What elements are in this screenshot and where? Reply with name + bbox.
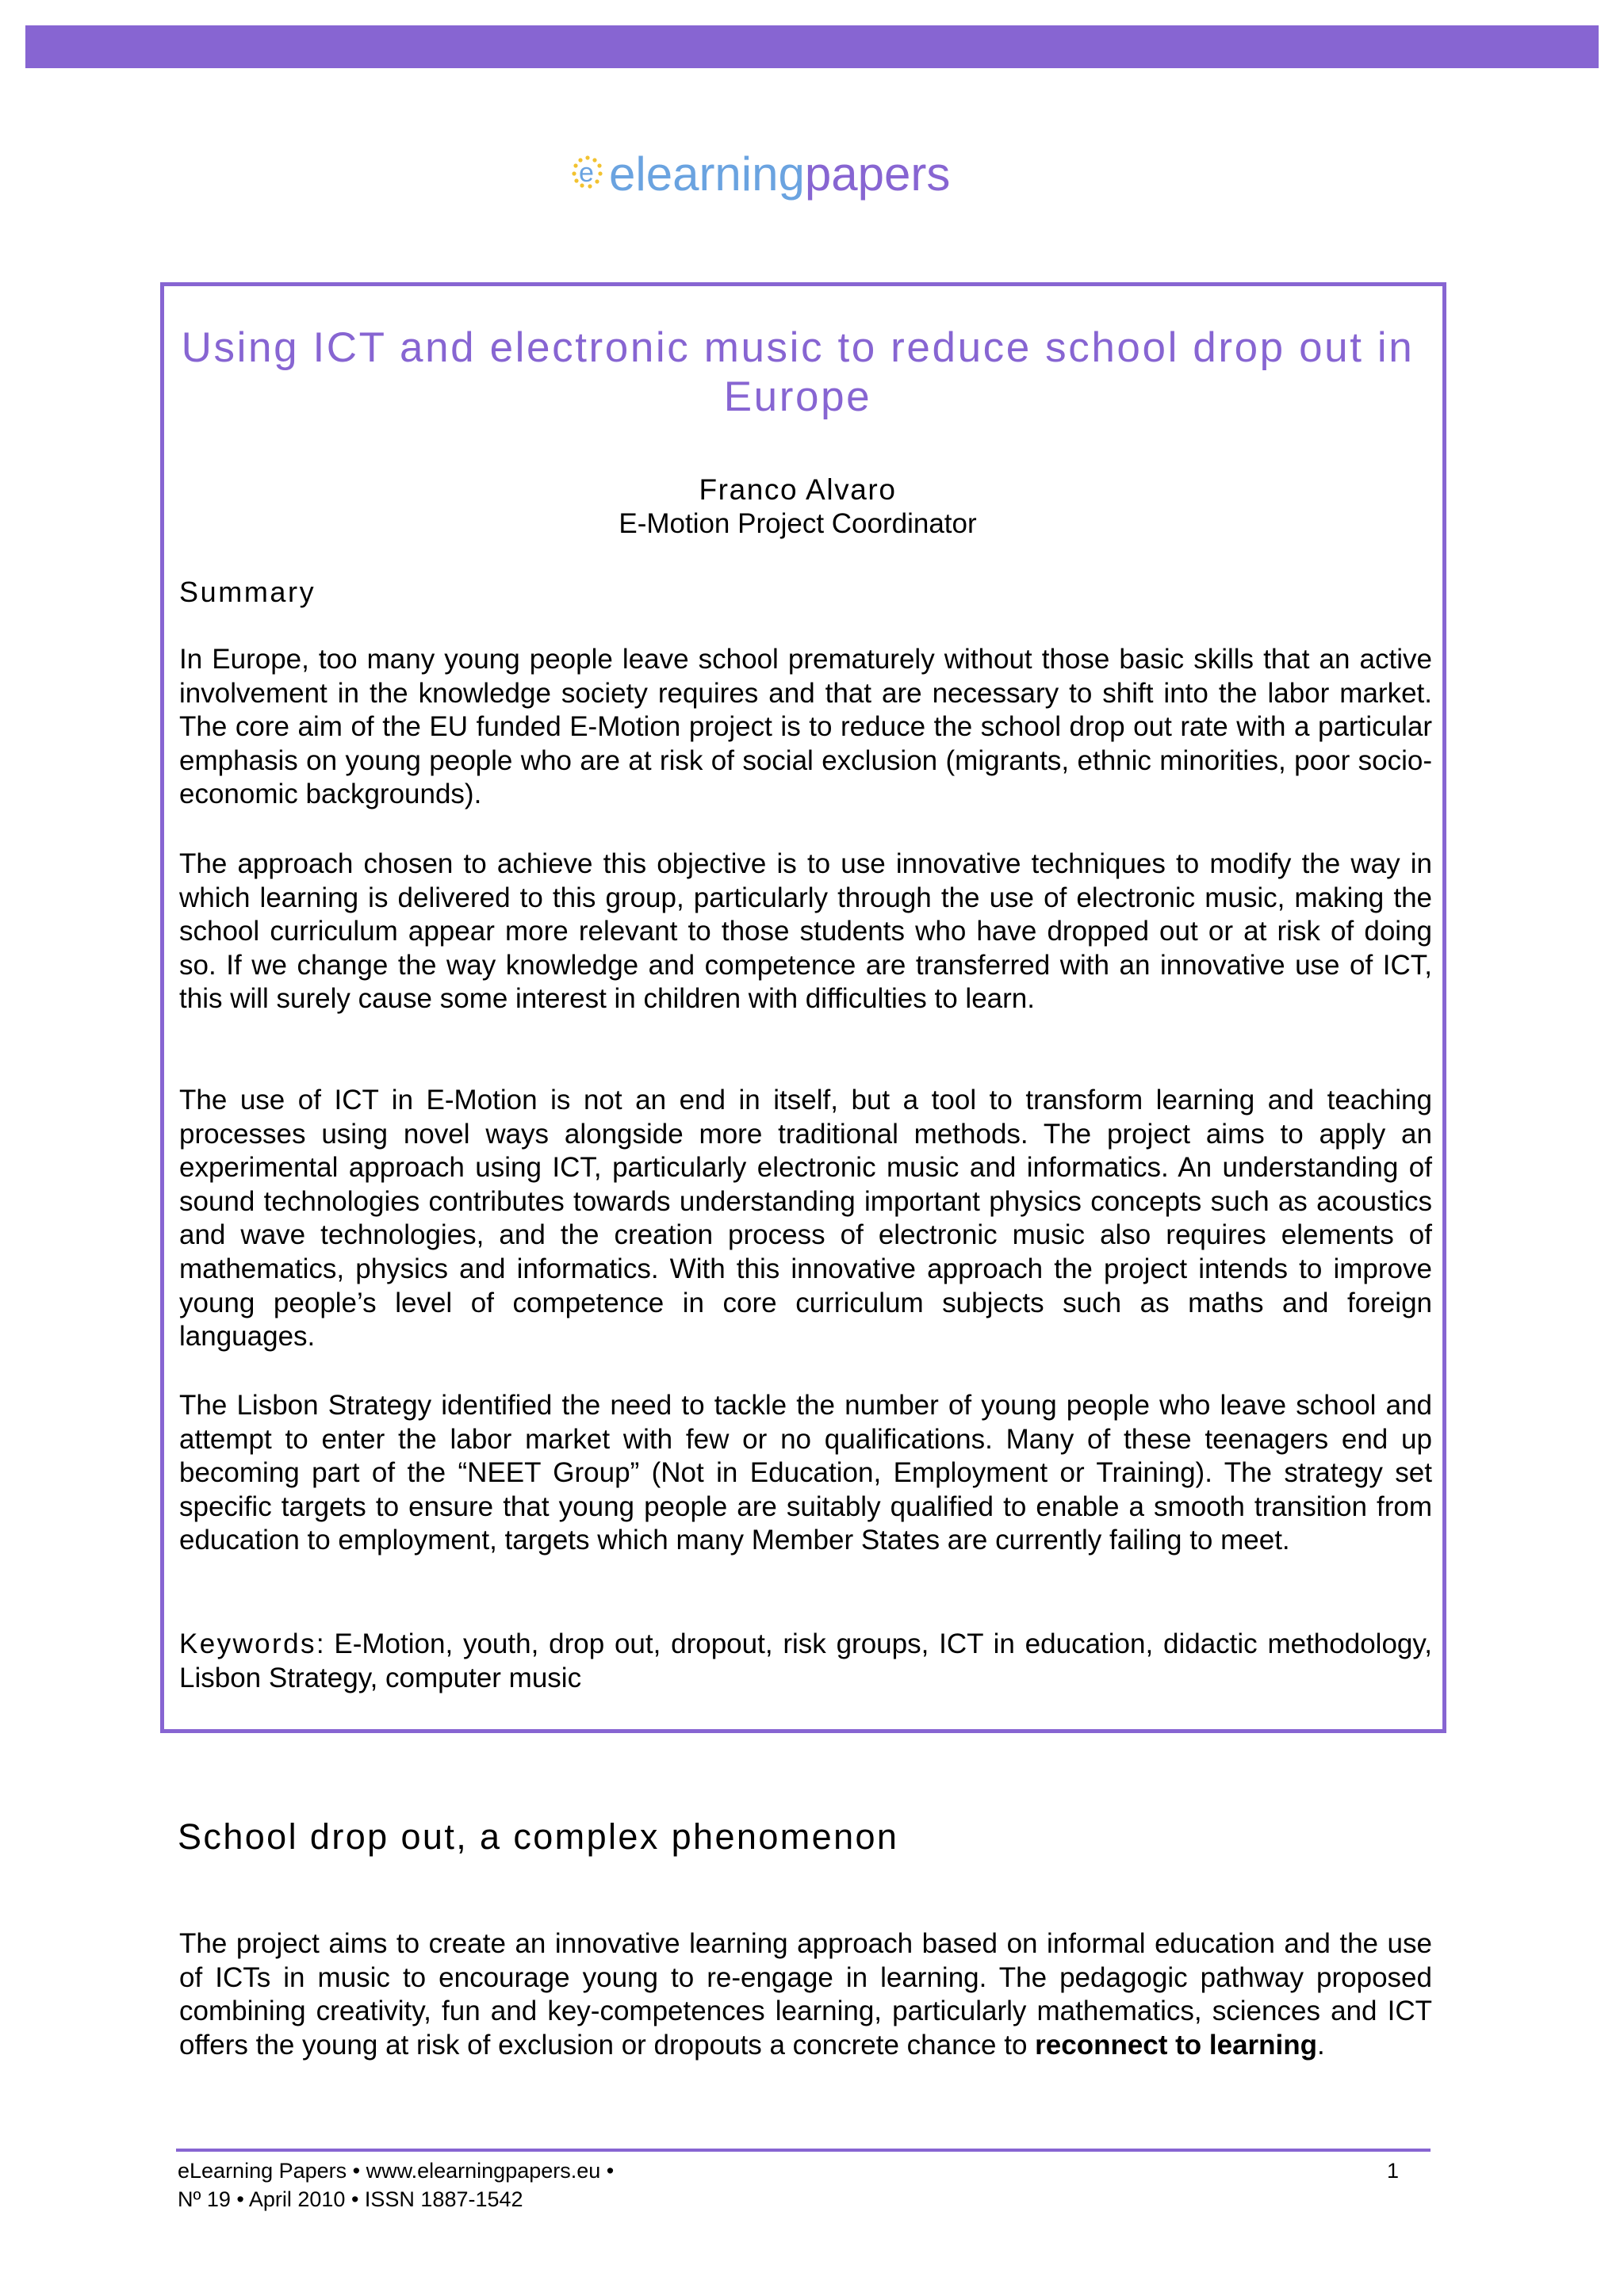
author-name: Franco Alvaro bbox=[699, 473, 897, 506]
keywords bbox=[179, 1628, 1432, 1695]
section-paragraph-bold: reconnect to learning bbox=[1035, 2029, 1318, 2061]
top-accent-bar bbox=[25, 25, 1599, 68]
footer-divider bbox=[176, 2149, 1431, 2152]
footer-line-1: eLearning Papers • www.elearningpapers.eu • bbox=[178, 2159, 615, 2183]
author-role: E-Motion Project Coordinator bbox=[619, 508, 977, 539]
paper-title: Using ICT and electronic music to reduce school drop out in Europe bbox=[181, 324, 1415, 420]
eu-stars-icon bbox=[568, 150, 607, 197]
section-paragraph-end: . bbox=[1317, 2029, 1325, 2061]
svg-text:e: e bbox=[579, 158, 594, 188]
summary-paragraph-2: The approach chosen to achieve this objective is to use innovative techniques to modify the way in which learning is delivered to this group, particularly through the use of electronic music, making the school curriculum appear more relevant to those students who have dropped out or at risk of doing so. If we change the way knowledge and competence are transferred with an innovative use of ICT, this will surely cause some interest in children with difficulties to learn. bbox=[179, 848, 1432, 1015]
elearningpapers-logo bbox=[568, 146, 950, 201]
summary-paragraph-4: The Lisbon Strategy identified the need to tackle the number of young people who leave school and attempt to enter the labor market with few or no qualifications. Many of these teenagers end up becoming part of the “NEET Group” (Not in Education, Employment or Training). The strategy set specific targets to ensure that young people are suitably qualified to enable a smooth transition from education to employment, targets which many Member States are currently failing to meet. bbox=[179, 1390, 1432, 1556]
summary-paragraph-3: The use of ICT in E-Motion is not an end in itself, but a tool to transform learning and teaching processes using novel ways alongside more traditional methods. The project aims to apply an experimental approach using ICT, particularly electronic music and informatics. An understanding of sound technologies contributes towards understanding important physics concepts such as acoustics and wave technologies, and the creation process of electronic music also requires elements of mathematics, physics and informatics. With this innovative approach the project intends to improve young people’s level of competence in core curriculum subjects such as maths and foreign languages. bbox=[179, 1085, 1432, 1353]
section-heading: School drop out, a complex phenomenon bbox=[178, 1816, 899, 1857]
page-number: 1 bbox=[1386, 2159, 1399, 2183]
footer-line-2: Nº 19 • April 2010 • ISSN 1887-1542 bbox=[178, 2187, 523, 2211]
keywords-list: : E-Motion, youth, drop out, dropout, risk groups, ICT in education, didactic methodology, Lisbon Strategy, computer music bbox=[179, 1628, 1432, 1693]
keywords-label: Keywords bbox=[179, 1628, 316, 1659]
section-paragraph-text: The project aims to create an innovative learning approach based on informal education and the use of ICTs in music to encourage young to re-engage in learning. The pedagogic pathway proposed combining creativity, fun and key-competences learning, particularly mathematics, sciences and ICT offers the young at risk of exclusion or dropouts a concrete chance to bbox=[179, 1928, 1432, 2061]
logo-text-papers: papers bbox=[804, 147, 951, 201]
summary-heading: Summary bbox=[179, 576, 316, 608]
section-paragraph bbox=[179, 1927, 1432, 2062]
summary-paragraph-1: In Europe, too many young people leave school prematurely without those basic skills that an active involvement in the knowledge society requires and that are necessary to shift into the labor market. The core aim of the EU funded E-Motion project is to reduce the school drop out rate with a particular emphasis on young people who are at risk of social exclusion (migrants, ethnic minorities, poor socio-economic backgrounds). bbox=[179, 644, 1432, 810]
logo-text-elearning: elearning bbox=[609, 147, 805, 201]
